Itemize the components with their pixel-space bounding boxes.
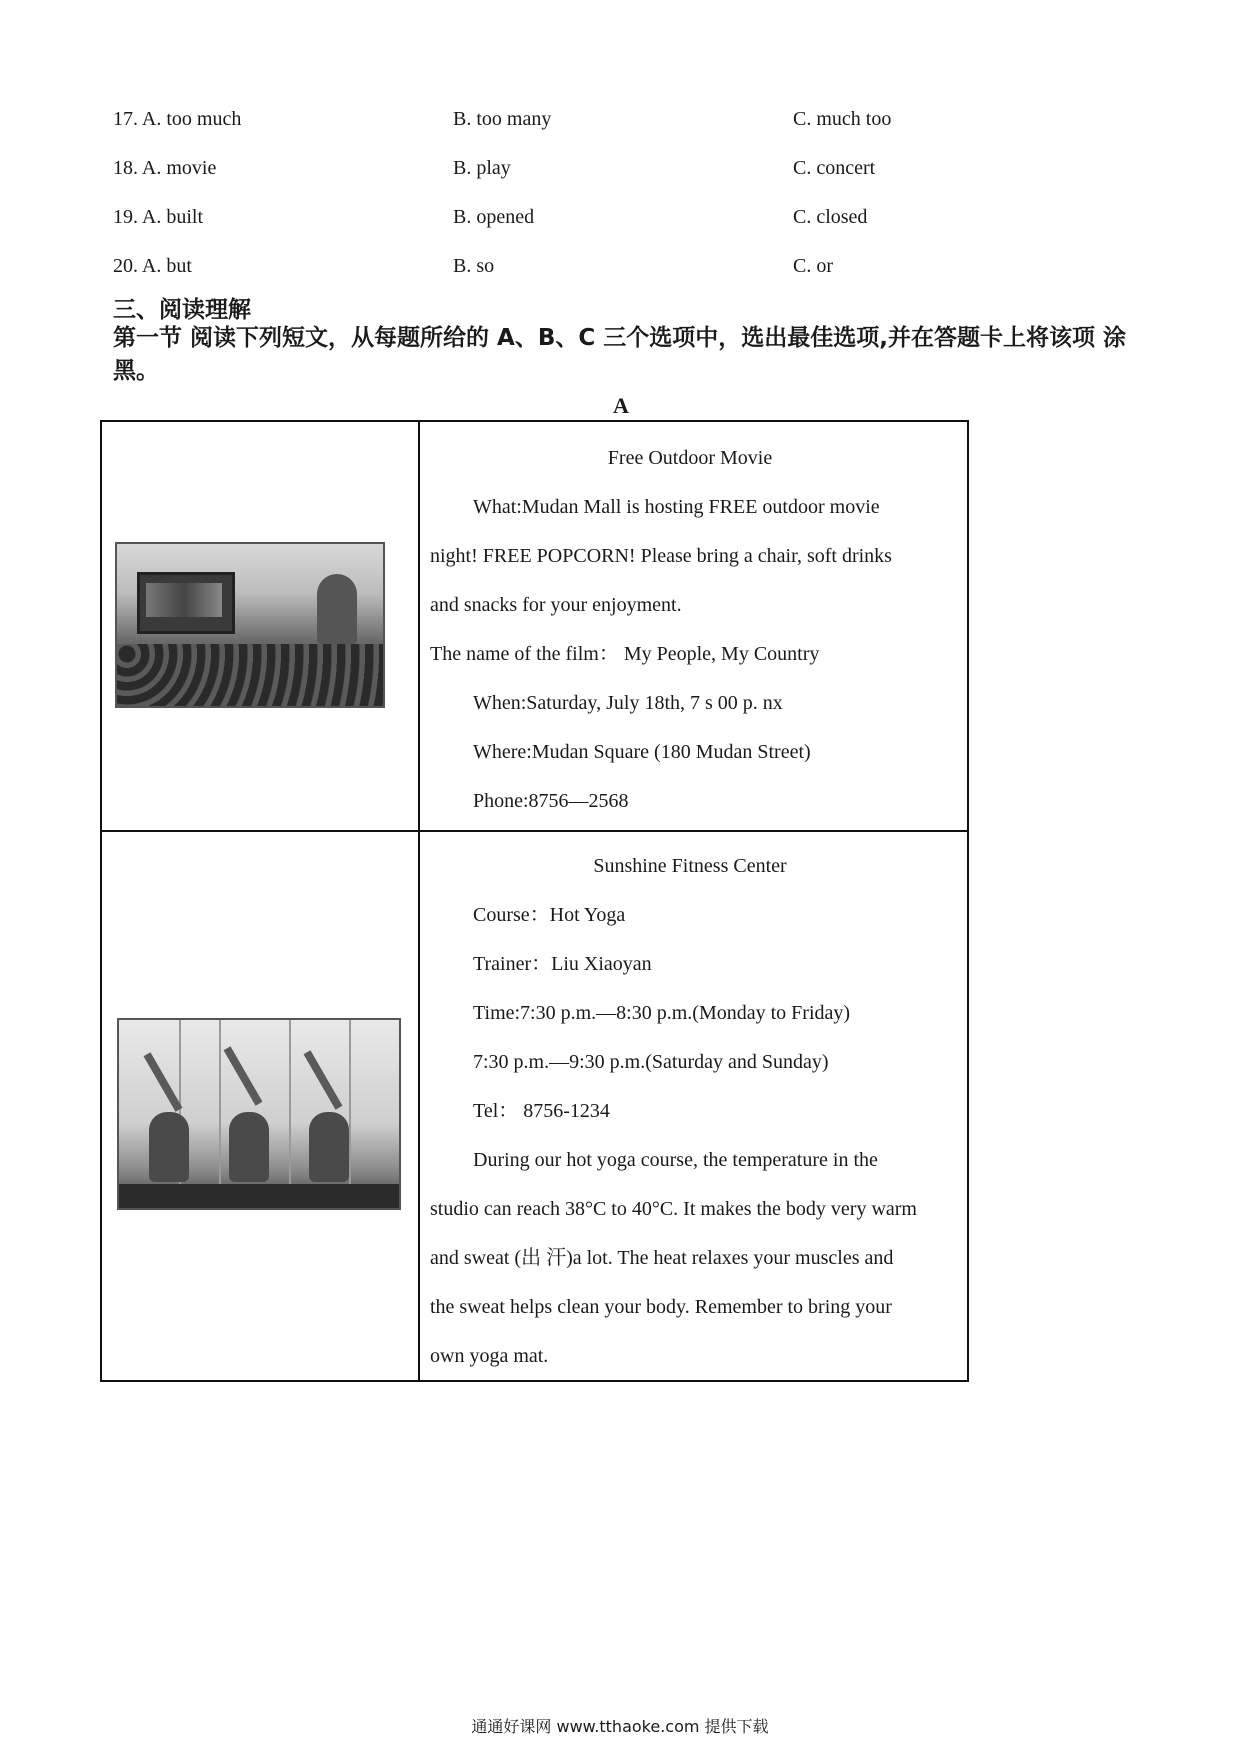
- passage-label: A: [613, 393, 629, 418]
- fitness-ad-line: Course：Hot Yoga: [473, 904, 626, 926]
- movie-ad-line: The name of the film： My People, My Country: [430, 643, 820, 665]
- fitness-ad-line: Trainer：Liu Xiaoyan: [473, 953, 652, 975]
- option-c: C. concert: [793, 157, 876, 179]
- table-divider-horizontal: [102, 830, 967, 832]
- option-c: C. closed: [793, 206, 868, 228]
- fitness-ad: [430, 842, 950, 1381]
- option-b: B. so: [453, 255, 495, 277]
- passage-table: [100, 420, 969, 1382]
- option-a: 17. A. too much: [113, 108, 242, 130]
- fitness-ad-line: and sweat (出 汗)a lot. The heat relaxes your muscles and: [430, 1247, 894, 1269]
- option-c: C. much too: [793, 108, 892, 130]
- movie-ad-line: What:Mudan Mall is hosting FREE outdoor movie: [473, 496, 880, 518]
- movie-ad-line: Where:Mudan Square (180 Mudan Street): [473, 741, 811, 763]
- option-a: 20. A. but: [113, 255, 192, 277]
- page-footer: 通通好课网 www.tthaoke.com 提供下载: [471, 1717, 769, 1736]
- movie-ad-line: and snacks for your enjoyment.: [430, 594, 682, 616]
- movie-ad-line: night! FREE POPCORN! Please bring a chair, soft drinks: [430, 545, 892, 567]
- yoga-class-photo: [117, 1018, 401, 1210]
- fitness-ad-line: studio can reach 38°C to 40°C. It makes the body very warm: [430, 1198, 917, 1220]
- fitness-ad-title: Sunshine Fitness Center: [593, 855, 787, 877]
- fitness-ad-line: During our hot yoga course, the temperature in the: [473, 1149, 878, 1171]
- option-c: C. or: [793, 255, 833, 277]
- option-a: 18. A. movie: [113, 157, 217, 179]
- outdoor-movie-photo: [115, 542, 385, 708]
- option-b: B. opened: [453, 206, 535, 228]
- option-row-19: [113, 206, 1113, 236]
- movie-ad-line: When:Saturday, July 18th, 7 s 00 p. nx: [473, 692, 783, 714]
- option-row-20: [113, 255, 1113, 285]
- fitness-ad-line: own yoga mat.: [430, 1345, 549, 1367]
- fitness-ad-line: 7:30 p.m.—9:30 p.m.(Saturday and Sunday): [473, 1051, 829, 1073]
- option-row-17: [113, 108, 1113, 138]
- option-b: B. play: [453, 157, 511, 179]
- option-row-18: [113, 157, 1113, 187]
- fitness-ad-line: Tel： 8756-1234: [473, 1100, 610, 1122]
- movie-ad-title: Free Outdoor Movie: [607, 447, 773, 469]
- fitness-ad-line: the sweat helps clean your body. Remember to bring your: [430, 1296, 892, 1318]
- option-b: B. too many: [453, 108, 552, 130]
- section-title: 三、阅读理解: [113, 297, 251, 323]
- movie-ad-line: Phone:8756—2568: [473, 790, 629, 812]
- movie-ad: [430, 434, 950, 826]
- table-divider-vertical: [418, 422, 420, 1380]
- section-instruction: 第一节 阅读下列短文，从每题所给的 A、B、C 三个选项中，选出最佳选项,并在答题卡上将该项 涂黑。: [113, 325, 1126, 384]
- fitness-ad-line: Time:7:30 p.m.—8:30 p.m.(Monday to Friday): [473, 1002, 851, 1024]
- option-a: 19. A. built: [113, 206, 204, 228]
